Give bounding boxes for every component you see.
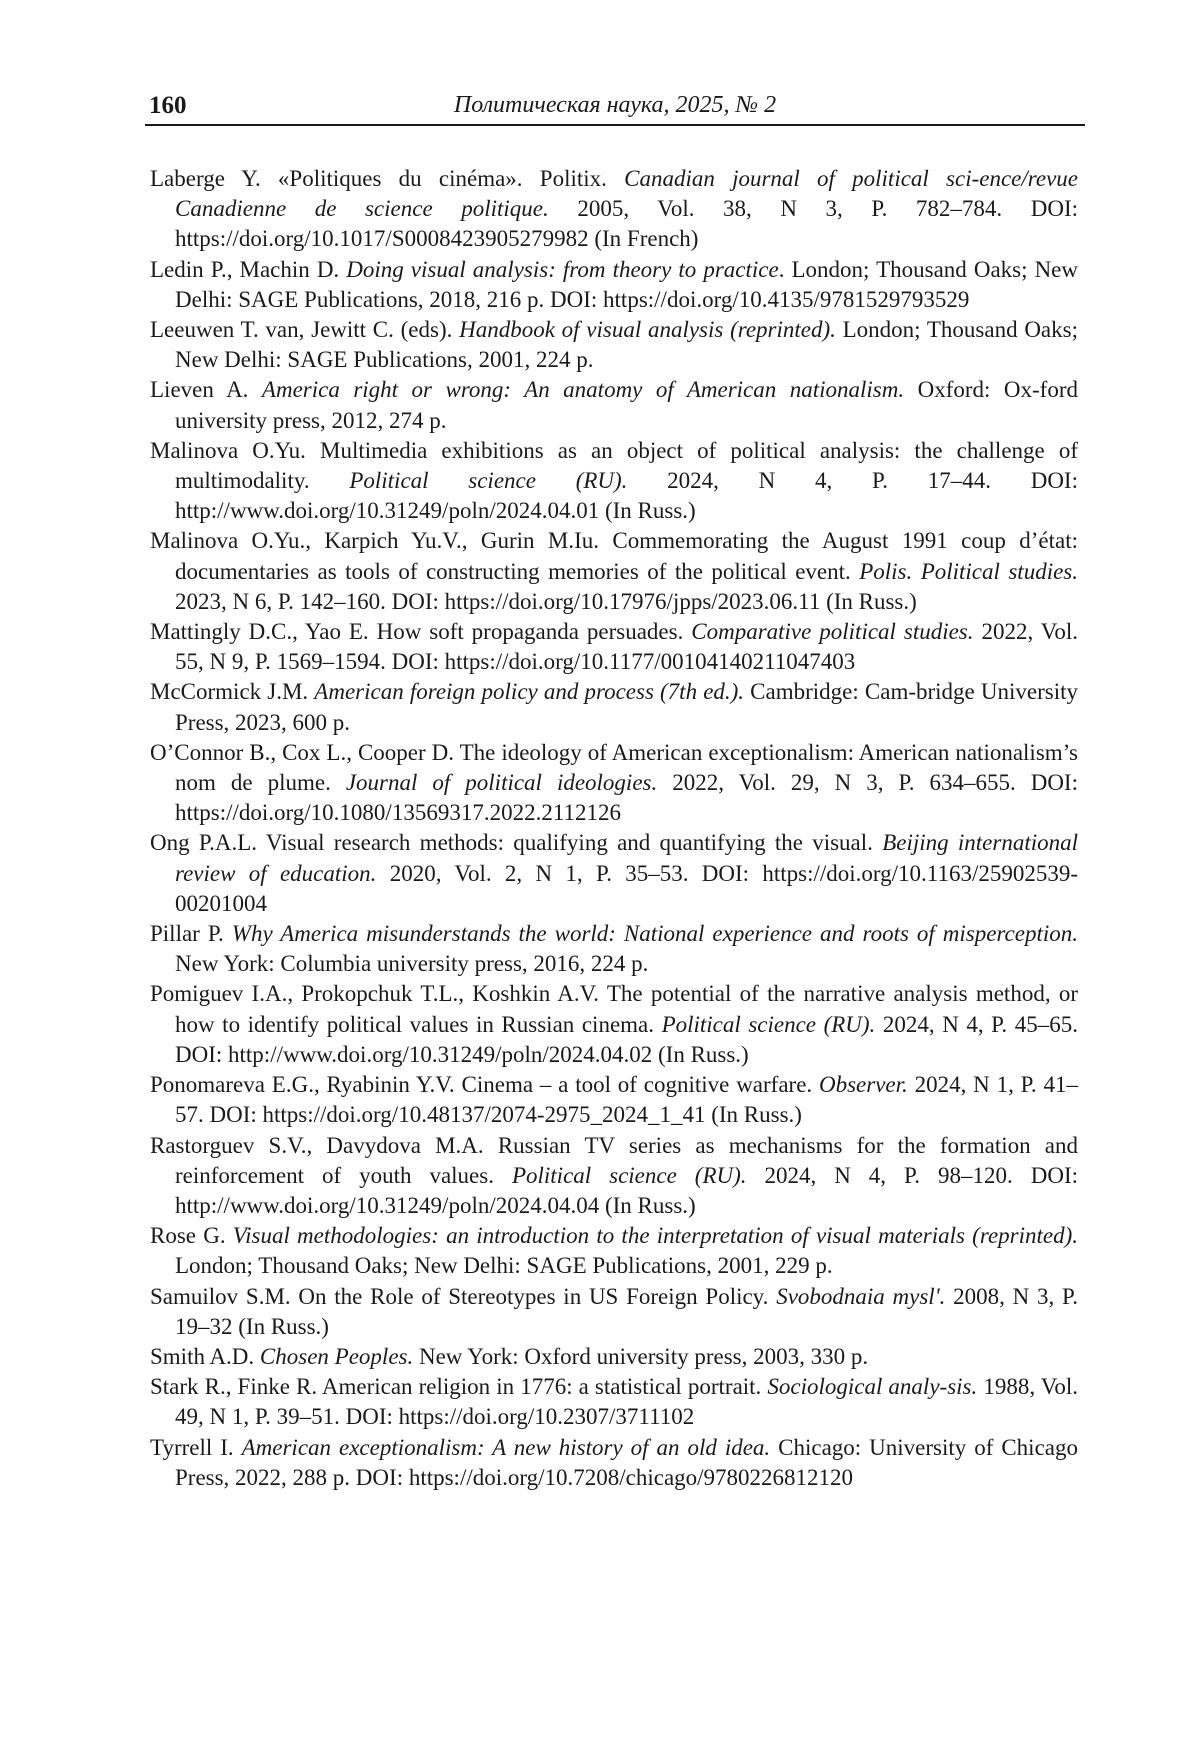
reference-source-title: Political science (RU).	[662, 1012, 876, 1037]
reference-source-title: Handbook of visual analysis (reprinted).	[459, 317, 836, 342]
reference-source-title: Political science (RU).	[512, 1163, 747, 1188]
reference-item: Rastorguev S.V., Davydova M.A. Russian TV series as mechanisms for the formation and reinforcement of youth values. Political science (RU). 2024, N 4, P. 98–120. DOI: http://www.doi.org/10.31249/poln/2024.04.04 (In Russ.)	[150, 1131, 1078, 1222]
reference-source-title: Polis. Political studies.	[859, 559, 1078, 584]
reference-source-title: Political science (RU).	[349, 468, 627, 493]
reference-source-title: Why America misunderstands the world: National experience and roots of misperception.	[232, 921, 1078, 946]
reference-item: Pomiguev I.A., Prokopchuk T.L., Koshkin A.V. The potential of the narrative analysis method, or how to identify political values in Russian cinema. Political science (RU). 2024, N 4, P. 45–65. DOI: http://www.doi.org/10.31249/poln/2024.04.02 (In Russ.)	[150, 979, 1078, 1070]
reference-item: Leeuwen T. van, Jewitt C. (eds). Handbook of visual analysis (reprinted). London; Thousand Oaks; New Delhi: SAGE Publications, 2001, 224 p.	[150, 315, 1078, 375]
reference-item: Samuilov S.M. On the Role of Stereotypes in US Foreign Policy. Svobodnaia mysl'. 2008, N 3, P. 19–32 (In Russ.)	[150, 1282, 1078, 1342]
reference-item: Ong P.A.L. Visual research methods: qualifying and quantifying the visual. Beijing international review of education. 2020, Vol. 2, N 1, P. 35–53. DOI: https://doi.org/10.1163/25902539-00201004	[150, 828, 1078, 919]
page-header	[145, 90, 1085, 126]
reference-source-title: Svobodnaia mysl'.	[776, 1284, 945, 1309]
reference-item: Malinova O.Yu. Multimedia exhibitions as an object of political analysis: the challenge of multimodality. Political science (RU). 2024, N 4, P. 17–44. DOI: http://www.doi.org/10.31249/poln/2024.04.01 (In Russ.)	[150, 436, 1078, 527]
reference-item: Smith A.D. Chosen Peoples. New York: Oxford university press, 2003, 330 p.	[150, 1342, 1078, 1372]
reference-item: Ponomareva E.G., Ryabinin Y.V. Cinema – a tool of cognitive warfare. Observer. 2024, N 1, P. 41–57. DOI: https://doi.org/10.48137/2074-2975_2024_1_41 (In Russ.)	[150, 1070, 1078, 1130]
reference-item: Lieven A. America right or wrong: An anatomy of American nationalism. Oxford: Ox-ford university press, 2012, 274 p.	[150, 375, 1078, 435]
reference-source-title: Doing visual analysis: from theory to practice	[346, 257, 778, 282]
reference-item: Pillar P. Why America misunderstands the world: National experience and roots of misperception. New York: Columbia university press, 2016, 224 p.	[150, 919, 1078, 979]
reference-item: Stark R., Finke R. American religion in 1776: a statistical portrait. Sociological analy-sis. 1988, Vol. 49, N 1, P. 39–51. DOI: https://doi.org/10.2307/3711102	[150, 1372, 1078, 1432]
reference-item: Rose G. Visual methodologies: an introduction to the interpretation of visual materials (reprinted). London; Thousand Oaks; New Delhi: SAGE Publications, 2001, 229 p.	[150, 1221, 1078, 1281]
reference-source-title: Visual methodologies: an introduction to the interpretation of visual materials (reprinted).	[233, 1223, 1078, 1248]
reference-item: Malinova O.Yu., Karpich Yu.V., Gurin M.Iu. Commemorating the August 1991 coup d’état: documentaries as tools of constructing memories of the political event. Polis. Political studies. 2023, N 6, P. 142–160. DOI: https://doi.org/10.17976/jpps/2023.06.11 (In Russ.)	[150, 526, 1078, 617]
reference-source-title: American exceptionalism: A new history of an old idea.	[242, 1435, 771, 1460]
reference-source-title: Observer.	[819, 1072, 908, 1097]
reference-source-title: Beijing international review of education.	[175, 830, 1078, 885]
page-number: 160	[149, 92, 187, 120]
reference-item: Ledin P., Machin D. Doing visual analysis: from theory to practice. London; Thousand Oaks; New Delhi: SAGE Publications, 2018, 216 p. DOI: https://doi.org/10.4135/9781529793529	[150, 255, 1078, 315]
reference-item: Mattingly D.C., Yao E. How soft propaganda persuades. Comparative political studies. 2022, Vol. 55, N 9, P. 1569–1594. DOI: https://doi.org/10.1177/00104140211047403	[150, 617, 1078, 677]
reference-source-title: America right or wrong: An anatomy of American nationalism.	[262, 377, 904, 402]
reference-source-title: Sociological analy-sis.	[767, 1374, 977, 1399]
reference-list	[150, 164, 1078, 1493]
reference-source-title: Canadian journal of political sci-ence/revue Canadienne de science politique.	[175, 166, 1078, 221]
reference-item: O’Connor B., Cox L., Cooper D. The ideology of American exceptionalism: American nationalism’s nom de plume. Journal of political ideologies. 2022, Vol. 29, N 3, P. 634–655. DOI: https://doi.org/10.1080/13569317.2022.2112126	[150, 738, 1078, 829]
reference-source-title: Journal of political ideologies.	[346, 770, 657, 795]
reference-item: Laberge Y. «Politiques du cinéma». Politix. Canadian journal of political sci-ence/revue Canadienne de science politique. 2005, Vol. 38, N 3, P. 782–784. DOI: https://doi.org/10.1017/S0008423905279982 (In French)	[150, 164, 1078, 255]
reference-item: McCormick J.M. American foreign policy and process (7th ed.). Cambridge: Cam-bridge University Press, 2023, 600 p.	[150, 677, 1078, 737]
reference-source-title: Chosen Peoples.	[260, 1344, 413, 1369]
reference-item: Tyrrell I. American exceptionalism: A new history of an old idea. Chicago: University of Chicago Press, 2022, 288 p. DOI: https://doi.org/10.7208/chicago/9780226812120	[150, 1433, 1078, 1493]
journal-title: Политическая наука, 2025, № 2	[145, 92, 1085, 119]
reference-source-title: Comparative political studies.	[691, 619, 973, 644]
reference-source-title: American foreign policy and process (7th ed.).	[314, 679, 744, 704]
